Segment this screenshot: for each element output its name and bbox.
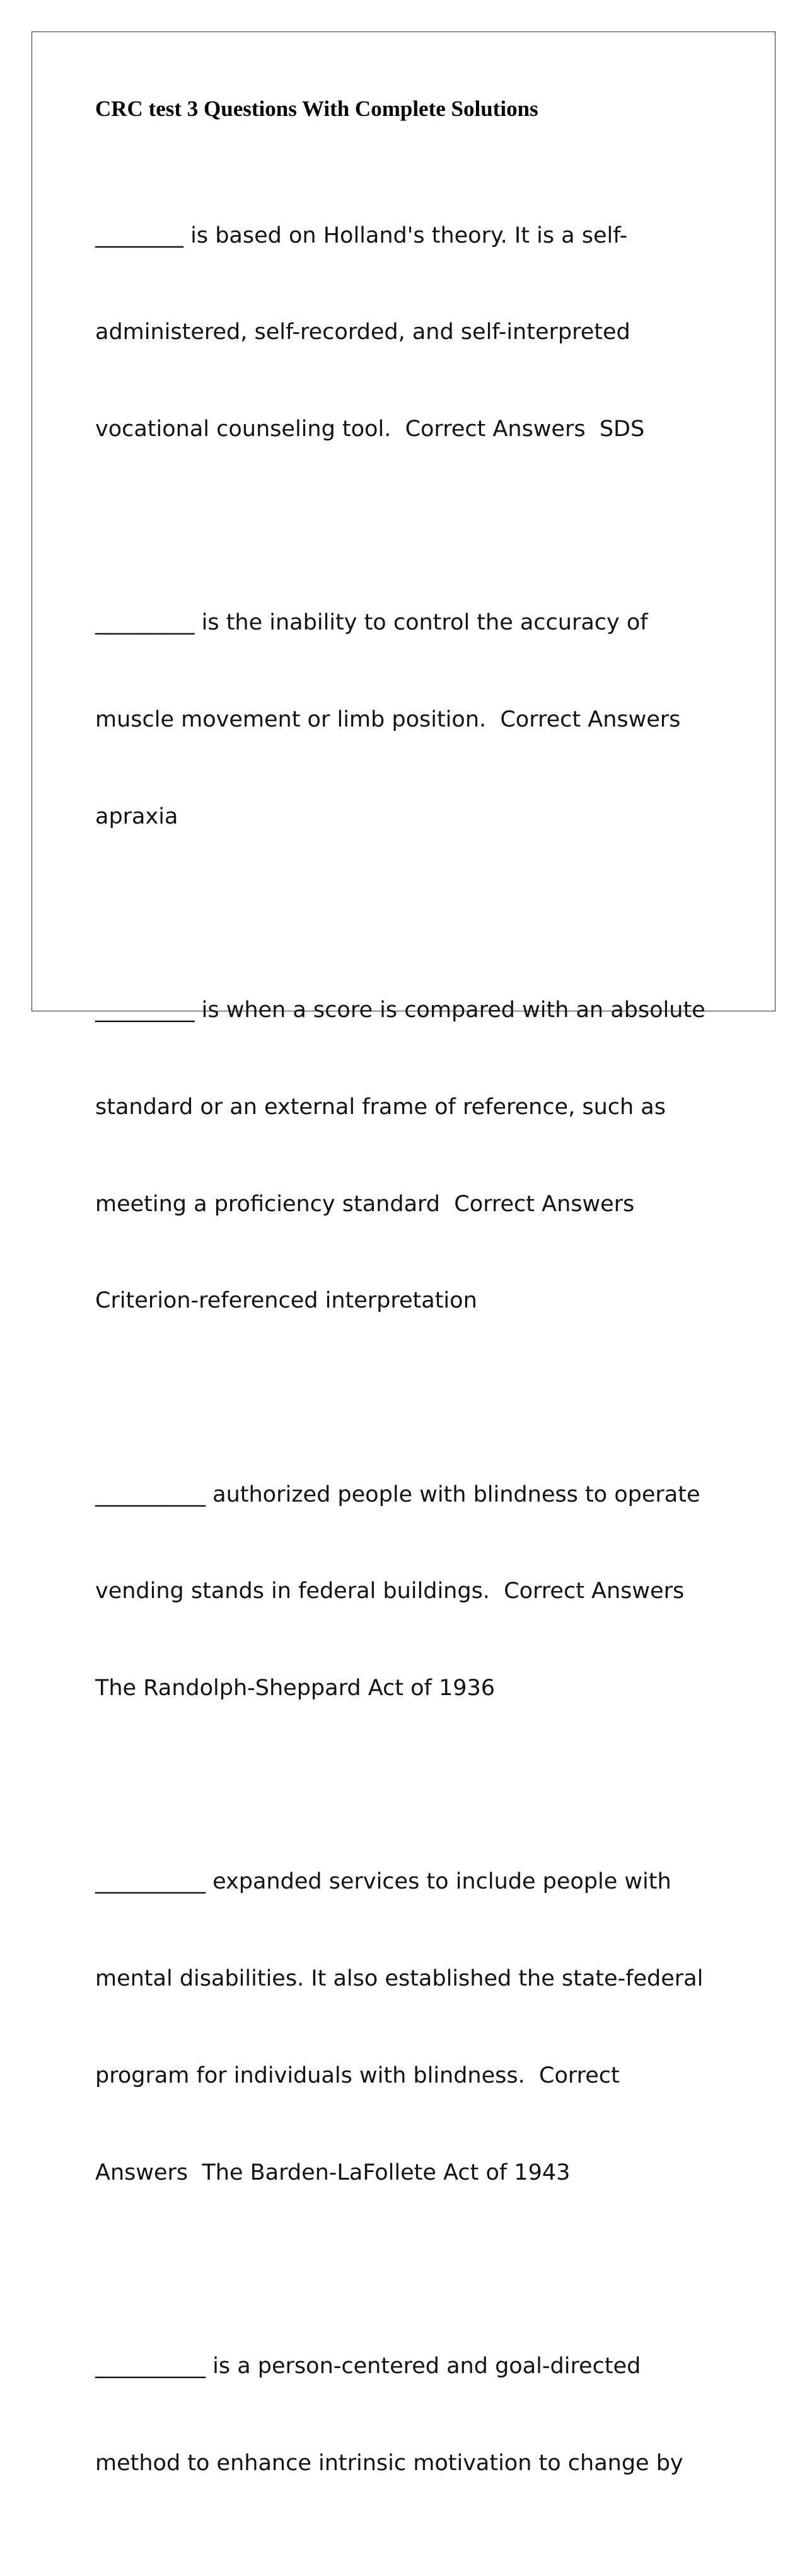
question-item-6 bbox=[95, 2286, 719, 2544]
question-item-5 bbox=[95, 1802, 719, 2254]
question-text-line: _________ is when a score is compared with an absolute bbox=[95, 998, 705, 1023]
question-text-line: Criterion-referenced interpretation bbox=[95, 1288, 477, 1314]
question-item-2 bbox=[95, 543, 719, 898]
question-text-line: __________ is a person-centered and goal-directed bbox=[95, 2353, 641, 2379]
question-text-line: apraxia bbox=[95, 803, 178, 829]
question-text-line: standard or an external frame of reference, such as bbox=[95, 1094, 666, 1120]
question-text-line: meeting a proficiency standard Correct Answers bbox=[95, 1191, 635, 1217]
document-title: CRC test 3 Questions With Complete Solutions bbox=[95, 96, 538, 121]
question-text-line: Answers The Barden-LaFollete Act of 1943 bbox=[95, 2159, 571, 2185]
question-item-4 bbox=[95, 1414, 719, 1769]
question-text-line: muscle movement or limb position. Correct Answers bbox=[95, 707, 681, 732]
question-list bbox=[95, 155, 719, 2576]
question-text-line: __________ expanded services to include people with bbox=[95, 1869, 671, 1895]
question-text-line: mental disabilities. It also established the state-federal bbox=[95, 1966, 704, 1991]
question-text-line: vocational counseling tool. Correct Answers SDS bbox=[95, 417, 645, 442]
question-item-1 bbox=[95, 155, 719, 510]
question-text-line: administered, self-recorded, and self-interpreted bbox=[95, 319, 630, 345]
question-text-line: _________ is the inability to control the accuracy of bbox=[95, 610, 648, 636]
question-text-line: vending stands in federal buildings. Correct Answers bbox=[95, 1578, 685, 1604]
question-text-line: __________ authorized people with blindness to operate bbox=[95, 1481, 700, 1507]
question-item-3 bbox=[95, 930, 719, 1383]
question-text-line: program for individuals with blindness. Correct bbox=[95, 2062, 620, 2088]
question-text-line: method to enhance intrinsic motivation to change by bbox=[95, 2450, 683, 2476]
question-text-line: ________ is based on Holland's theory. It is a self- bbox=[95, 222, 628, 248]
question-text-line: The Randolph-Sheppard Act of 1936 bbox=[95, 1676, 496, 1701]
